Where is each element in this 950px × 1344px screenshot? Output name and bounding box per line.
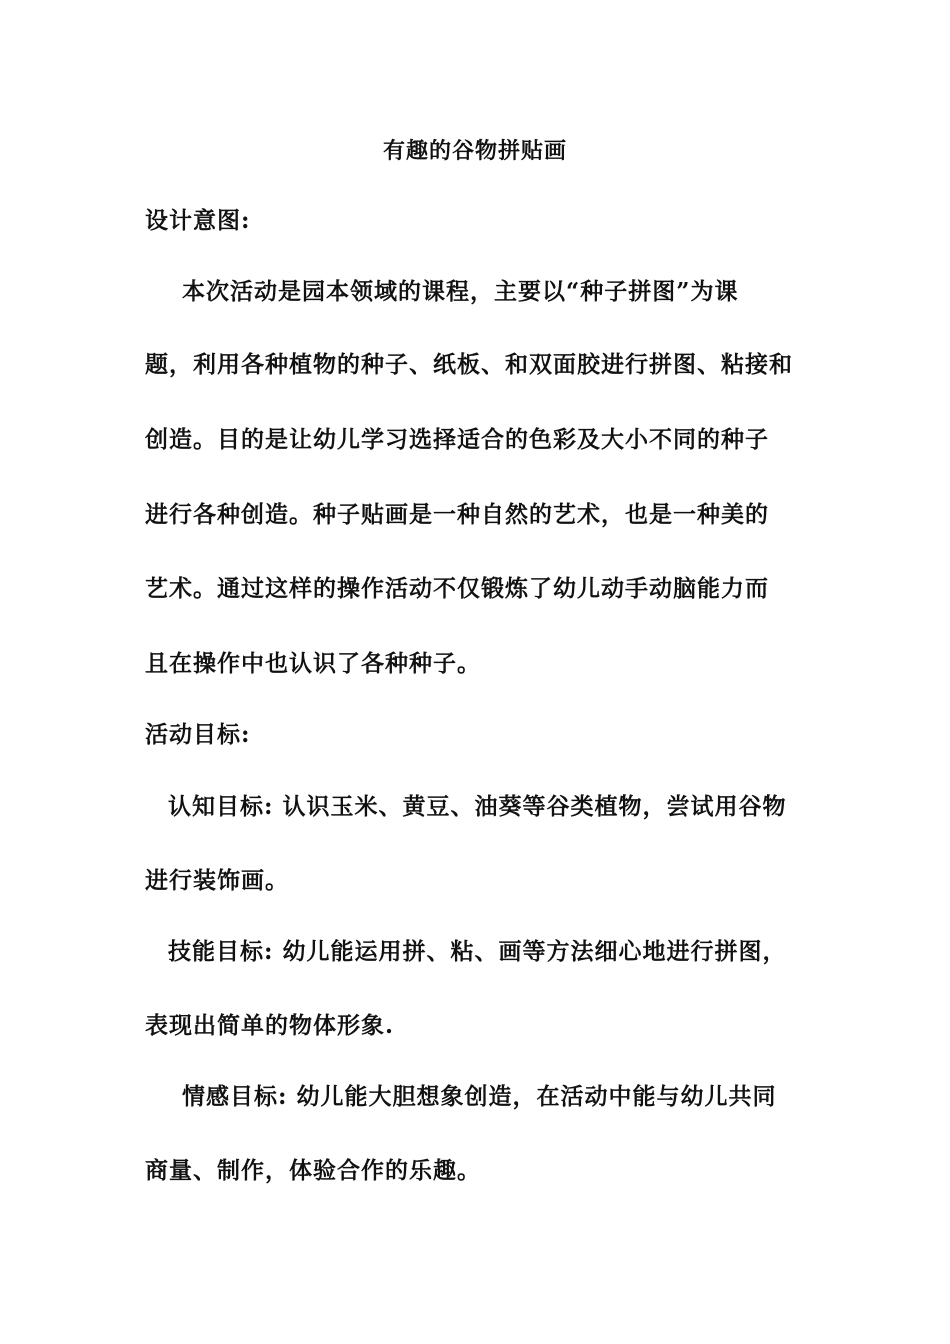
document-title: 有趣的谷物拼贴画 bbox=[382, 138, 567, 164]
section-heading-activity-goals: 活动目标: bbox=[145, 721, 251, 748]
paragraph-line: 艺术。通过这样的操作活动不仅锻炼了幼儿动手动脑能力而 bbox=[145, 575, 769, 602]
paragraph-line: 题，利用各种植物的种子、纸板、和双面胶进行拼图、粘接和 bbox=[145, 351, 793, 378]
goal-skill-line: 技能目标: 幼儿能运用拼、粘、画等方法细心地进行拼图， bbox=[168, 938, 787, 965]
paragraph-line: 进行各种创造。种子贴画是一种自然的艺术，也是一种美的 bbox=[145, 501, 769, 528]
goal-cognitive-line: 进行装饰画。 bbox=[145, 867, 289, 894]
section-heading-design-intent: 设计意图: bbox=[145, 207, 251, 234]
goal-skill-line: 表现出简单的物体形象. bbox=[145, 1012, 395, 1039]
goal-emotion-line: 情感目标: 幼儿能大胆想象创造，在活动中能与幼儿共同 bbox=[182, 1083, 777, 1110]
goal-emotion-line: 商量、制作，体验合作的乐趣。 bbox=[145, 1157, 481, 1184]
paragraph-line: 本次活动是园本领域的课程，主要以“种子拼图”为课 bbox=[182, 278, 739, 305]
paragraph-line: 创造。目的是让幼儿学习选择适合的色彩及大小不同的种子 bbox=[145, 426, 769, 453]
paragraph-line: 且在操作中也认识了各种种子。 bbox=[145, 650, 481, 677]
goal-cognitive-line: 认知目标: 认识玉米、黄豆、油葵等谷类植物，尝试用谷物 bbox=[168, 793, 787, 820]
